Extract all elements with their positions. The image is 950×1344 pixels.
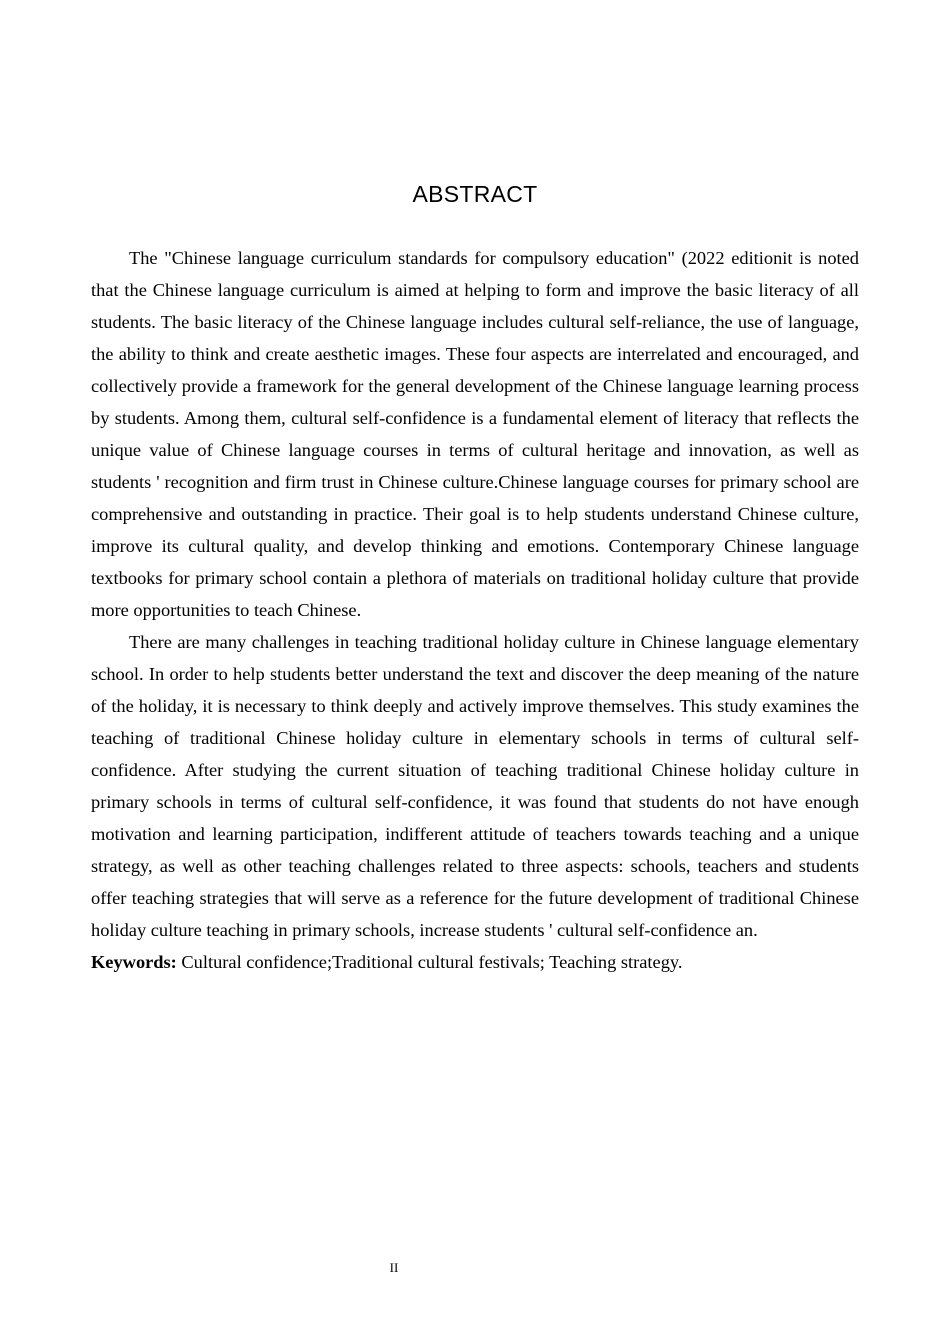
keywords-label: Keywords: [91,952,177,972]
abstract-body [91,242,859,978]
keywords-line [91,946,859,978]
abstract-paragraph-2: There are many challenges in teaching traditional holiday culture in Chinese language elementary school. In order to help students better understand the text and discover the deep meaning of the nature of the holiday, it is necessary to think deeply and actively improve themselves. This study examines the teaching of traditional Chinese holiday culture in elementary schools in terms of cultural self-confidence. After studying the current situation of teaching traditional Chinese holiday culture in primary schools in terms of cultural self-confidence, it was found that students do not have enough motivation and learning participation, indifferent attitude of teachers towards teaching and a unique strategy, as well as other teaching challenges related to three aspects: schools, teachers and students offer teaching strategies that will serve as a reference for the future development of traditional Chinese holiday culture teaching in primary schools, increase students ' cultural self-confidence an. [91,632,859,940]
page-number: II [389,1260,399,1275]
abstract-title: ABSTRACT [412,181,538,207]
abstract-paragraph-1: The "Chinese language curriculum standards for compulsory education" (2022 editionit is noted that the Chinese language curriculum is aimed at helping to form and improve the basic literacy of all students. The basic literacy of the Chinese language includes cultural self-reliance, the use of language, the ability to think and create aesthetic images. These four aspects are interrelated and encouraged, and collectively provide a framework for the general development of the Chinese language learning process by students. Among them, cultural self-confidence is a fundamental element of literacy that reflects the unique value of Chinese language courses in terms of cultural heritage and innovation, as well as students ' recognition and firm trust in Chinese culture.Chinese language courses for primary school are comprehensive and outstanding in practice. Their goal is to help students understand Chinese culture, improve its cultural quality, and develop thinking and emotions. Contemporary Chinese language textbooks for primary school contain a plethora of materials on traditional holiday culture that provide more opportunities to teach Chinese. [91,248,859,620]
keywords-text: Cultural confidence;Traditional cultural festivals; Teaching strategy. [176,952,683,972]
